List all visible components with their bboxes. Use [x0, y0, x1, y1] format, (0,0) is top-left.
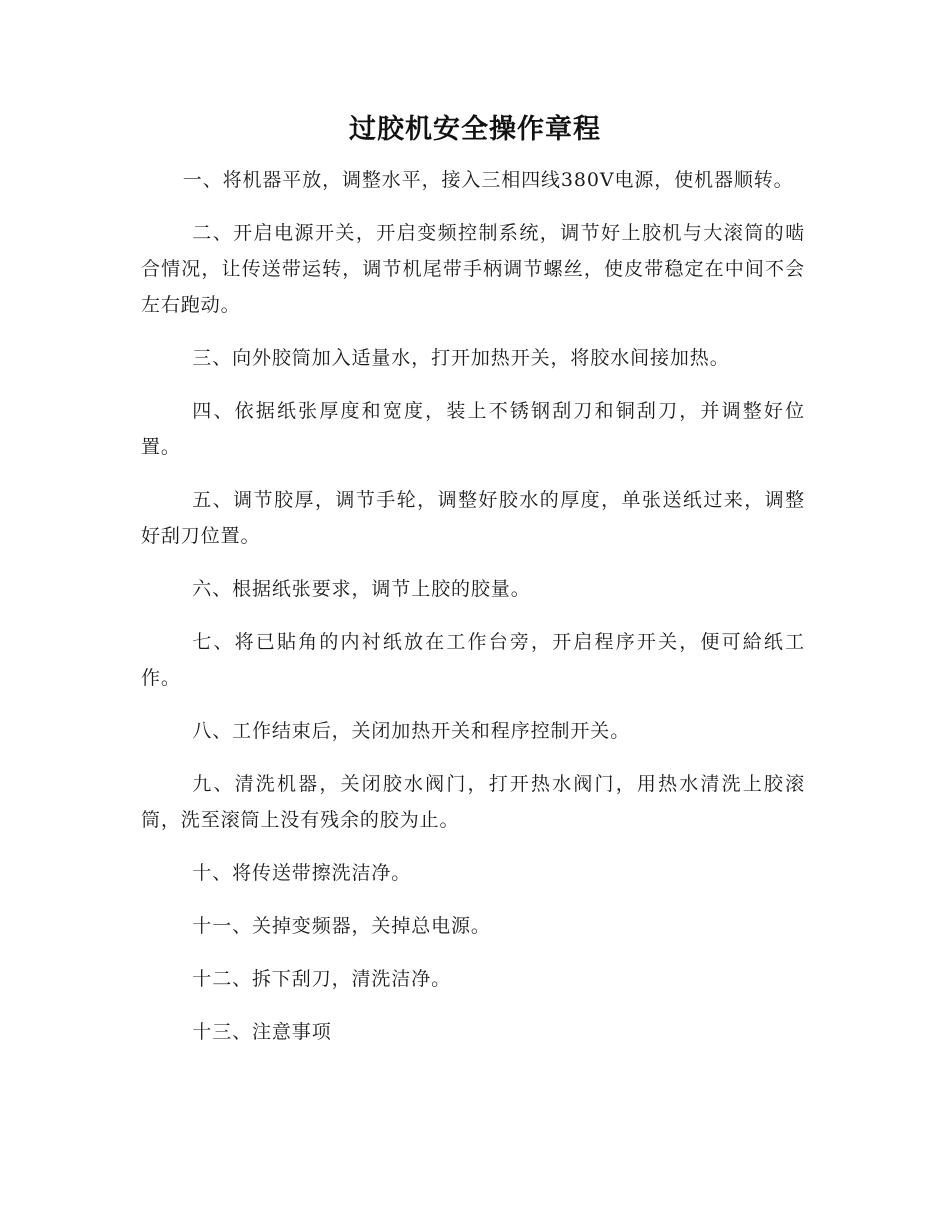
- paragraph-1: 一、将机器平放，调整水平，接入三相四线380V电源，使机器顺转。: [182, 169, 794, 191]
- paragraph-13: 十三、注意事项: [192, 1021, 332, 1043]
- paragraph-10: 十、将传送带擦洗洁净。: [192, 862, 412, 884]
- paragraph-3: 三、向外胶筒加入适量水，打开加热开关，将胶水间接加热。: [192, 347, 730, 369]
- document-title: 过胶机安全操作章程: [349, 114, 601, 145]
- paragraph-8: 八、工作结束后，关闭加热开关和程序控制开关。: [192, 720, 631, 742]
- paragraph-4: 四、依据纸张厚度和宽度，装上不锈钢刮刀和铜刮刀，并调整好位置。: [141, 400, 805, 458]
- paragraph-5: 五、调节胶厚，调节手轮，调整好胶水的厚度，单张送纸过来，调整好刮刀位置。: [141, 489, 805, 547]
- paragraph-9: 九、清洗机器，关闭胶水阀门，打开热水阀门，用热水清洗上胶滚筒，洗至滚筒上没有残余的胶为止。: [141, 773, 805, 831]
- paragraph-11: 十一、关掉变频器，关掉总电源。: [192, 915, 491, 937]
- document-body: [141, 162, 805, 1067]
- paragraph-7: 七、将已貼角的内衬纸放在工作台旁，开启程序开关，便可給纸工作。: [141, 631, 805, 689]
- paragraph-2: 二、开启电源开关，开启变频控制系统，调节好上胶机与大滚筒的啮合情况，让传送带运转，调节机尾带手柄调节螺丝，使皮带稳定在中间不会左右跑动。: [141, 222, 805, 316]
- paragraph-6: 六、根据纸张要求，调节上胶的胶量。: [192, 578, 531, 600]
- paragraph-12: 十二、拆下刮刀，清洗洁净。: [192, 968, 451, 990]
